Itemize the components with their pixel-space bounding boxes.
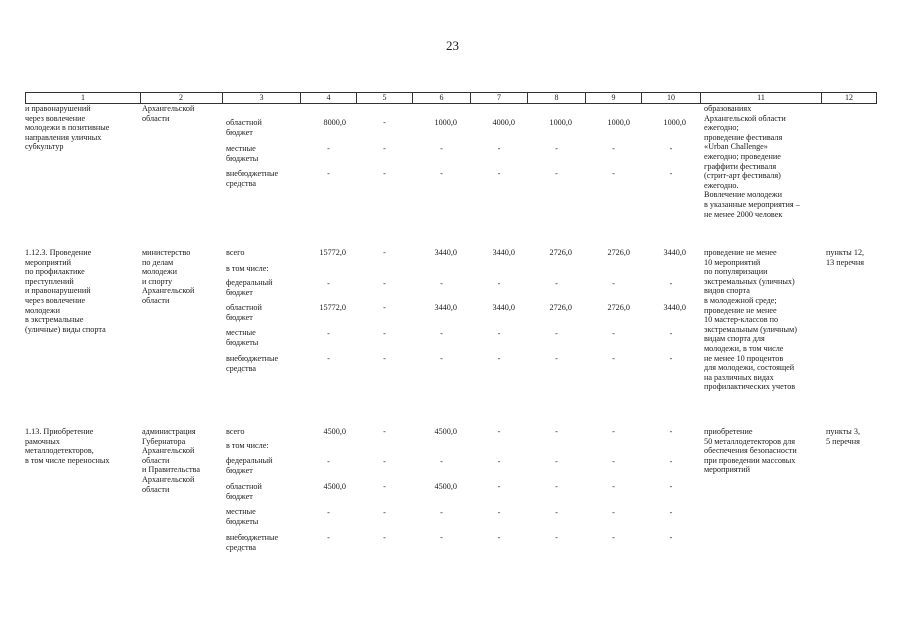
- value-cell: -: [669, 279, 673, 288]
- value-cell: 1000,0: [607, 118, 630, 127]
- value-cell: -: [612, 508, 615, 517]
- value-cell: -: [497, 354, 501, 363]
- value-cell: -: [327, 169, 330, 178]
- value-cell: -: [497, 457, 501, 466]
- value-cell: -: [555, 482, 558, 491]
- funding-source: федеральный бюджет: [226, 278, 273, 297]
- value-cell: -: [383, 482, 386, 491]
- value-cell: 3440,0: [492, 303, 515, 312]
- expected-results: проведение не менее 10 мероприятий по популяризации экстремальных (уличных) видов спорта в молодежной среде; проведение не менее 10 мастер-классов по экстремальным (уличным) видам спорта для молодежи, в том числе не менее 10 процентов для молодежи, состоящей на различных видах профилактических учетов: [704, 248, 797, 392]
- value-cell: 4500,0: [323, 427, 346, 436]
- value-cell: 3440,0: [434, 248, 457, 257]
- value-cell: -: [383, 533, 386, 542]
- funding-source: областной бюджет: [226, 303, 262, 322]
- value-cell: -: [497, 427, 501, 436]
- value-cell: -: [383, 279, 386, 288]
- value-cell: -: [383, 329, 386, 338]
- measure-name: 1.13. Приобретение рамочных металлодетекторов, в том числе переносных: [25, 427, 110, 465]
- value-cell: 4500,0: [323, 482, 346, 491]
- value-cell: -: [440, 329, 443, 338]
- value-cell: 2726,0: [549, 248, 572, 257]
- value-cell: 1000,0: [549, 118, 572, 127]
- expected-results: образованиях Архангельской области ежегодно; проведение фестиваля «Urban Challenge» ежегодно; проведение граффити фестиваля (стрит-арт фестиваля) ежегодно. Вовлечение молодежи в указанные мероприятия – не менее 2000 человек: [704, 104, 800, 219]
- value-cell: -: [327, 457, 330, 466]
- measure-name: и правонарушений через вовлечение молодежи в позитивные направления уличных субкультур: [25, 104, 110, 152]
- value-cell: -: [612, 144, 615, 153]
- column-header-5: 5: [357, 92, 413, 104]
- value-cell: -: [555, 279, 558, 288]
- column-header-4: 4: [301, 92, 357, 104]
- value-cell: -: [669, 144, 673, 153]
- value-cell: -: [555, 457, 558, 466]
- value-cell: -: [327, 533, 330, 542]
- value-cell: 1000,0: [434, 118, 457, 127]
- value-cell: -: [383, 303, 386, 312]
- value-cell: -: [669, 482, 673, 491]
- funding-source: внебюджетные средства: [226, 169, 279, 188]
- value-cell: 8000,0: [323, 118, 346, 127]
- funding-source: местные бюджеты: [226, 144, 259, 163]
- value-cell: -: [327, 508, 330, 517]
- column-header-9: 9: [586, 92, 642, 104]
- column-header-6: 6: [413, 92, 471, 104]
- value-cell: 15772,0: [319, 303, 346, 312]
- value-cell: -: [383, 354, 386, 363]
- value-cell: 2726,0: [549, 303, 572, 312]
- value-cell: -: [383, 118, 386, 127]
- responsible-executor: Архангельской области: [142, 104, 195, 123]
- funding-source: местные бюджеты: [226, 507, 259, 526]
- funding-source: областной бюджет: [226, 482, 262, 501]
- value-cell: -: [612, 533, 615, 542]
- value-cell: -: [440, 144, 443, 153]
- value-cell: -: [440, 354, 443, 363]
- value-cell: -: [612, 457, 615, 466]
- column-header-2: 2: [140, 92, 223, 104]
- value-cell: -: [327, 144, 330, 153]
- value-cell: -: [327, 279, 330, 288]
- value-cell: -: [669, 533, 673, 542]
- funding-source: всего: [226, 248, 245, 257]
- value-cell: -: [440, 533, 443, 542]
- responsible-executor: министерство по делам молодежи и спорту Архангельской области: [142, 248, 195, 305]
- value-cell: -: [383, 248, 386, 257]
- funding-source: областной бюджет: [226, 118, 262, 137]
- value-cell: -: [383, 427, 386, 436]
- value-cell: -: [612, 482, 615, 491]
- value-cell: -: [555, 144, 558, 153]
- funding-source: внебюджетные средства: [226, 354, 279, 373]
- value-cell: -: [497, 533, 501, 542]
- column-header-10: 10: [642, 92, 701, 104]
- value-cell: -: [612, 354, 615, 363]
- funding-source: всего: [226, 427, 245, 436]
- column-header-1: 1: [25, 92, 141, 104]
- value-cell: 3440,0: [492, 248, 515, 257]
- list-reference: пункты 3, 5 перечня: [826, 427, 860, 446]
- value-cell: -: [440, 169, 443, 178]
- value-cell: -: [555, 354, 558, 363]
- value-cell: -: [497, 169, 501, 178]
- value-cell: -: [669, 169, 673, 178]
- value-cell: 3440,0: [663, 248, 686, 257]
- value-cell: -: [440, 508, 443, 517]
- value-cell: -: [440, 457, 443, 466]
- value-cell: -: [555, 329, 558, 338]
- value-cell: -: [612, 427, 615, 436]
- value-cell: -: [497, 508, 501, 517]
- value-cell: -: [669, 329, 673, 338]
- column-header-12: 12: [822, 92, 877, 104]
- value-cell: -: [612, 169, 615, 178]
- value-cell: -: [497, 279, 501, 288]
- value-cell: 3440,0: [434, 303, 457, 312]
- column-header-7: 7: [471, 92, 528, 104]
- value-cell: 3440,0: [663, 303, 686, 312]
- page-number: 23: [446, 38, 459, 53]
- value-cell: -: [440, 279, 443, 288]
- value-cell: -: [383, 457, 386, 466]
- value-cell: 2726,0: [607, 248, 630, 257]
- value-cell: -: [555, 508, 558, 517]
- value-cell: -: [669, 354, 673, 363]
- funding-source: местные бюджеты: [226, 328, 259, 347]
- column-header-11: 11: [701, 92, 822, 104]
- value-cell: -: [383, 144, 386, 153]
- funding-source: внебюджетные средства: [226, 533, 279, 552]
- column-header-3: 3: [223, 92, 301, 104]
- value-cell: -: [383, 169, 386, 178]
- value-cell: 15772,0: [319, 248, 346, 257]
- value-cell: -: [669, 427, 673, 436]
- list-reference: пункты 12, 13 перечня: [826, 248, 865, 267]
- value-cell: -: [497, 482, 501, 491]
- responsible-executor: администрация Губернатора Архангельской области и Правительства Архангельской области: [142, 427, 200, 494]
- value-cell: 4500,0: [434, 427, 457, 436]
- value-cell: -: [327, 329, 330, 338]
- value-cell: -: [555, 533, 558, 542]
- value-cell: 4500,0: [434, 482, 457, 491]
- value-cell: 1000,0: [663, 118, 686, 127]
- value-cell: -: [669, 508, 673, 517]
- value-cell: -: [327, 354, 330, 363]
- value-cell: 4000,0: [492, 118, 515, 127]
- value-cell: -: [612, 279, 615, 288]
- value-cell: -: [383, 508, 386, 517]
- value-cell: -: [612, 329, 615, 338]
- value-cell: -: [497, 144, 501, 153]
- funding-source: в том числе:: [226, 441, 269, 450]
- value-cell: -: [497, 329, 501, 338]
- value-cell: -: [555, 427, 558, 436]
- column-header-8: 8: [528, 92, 586, 104]
- expected-results: приобретение 50 металлодетекторов для обеспечения безопасности при проведении массовых мероприятий: [704, 427, 797, 475]
- measure-name: 1.12.3. Проведение мероприятий по профилактике преступлений и правонарушений через вовлечение молодежи в экстремальные (уличные) виды спорта: [25, 248, 106, 334]
- funding-source: в том числе:: [226, 264, 269, 273]
- value-cell: -: [669, 457, 673, 466]
- funding-source: федеральный бюджет: [226, 456, 273, 475]
- value-cell: -: [555, 169, 558, 178]
- value-cell: 2726,0: [607, 303, 630, 312]
